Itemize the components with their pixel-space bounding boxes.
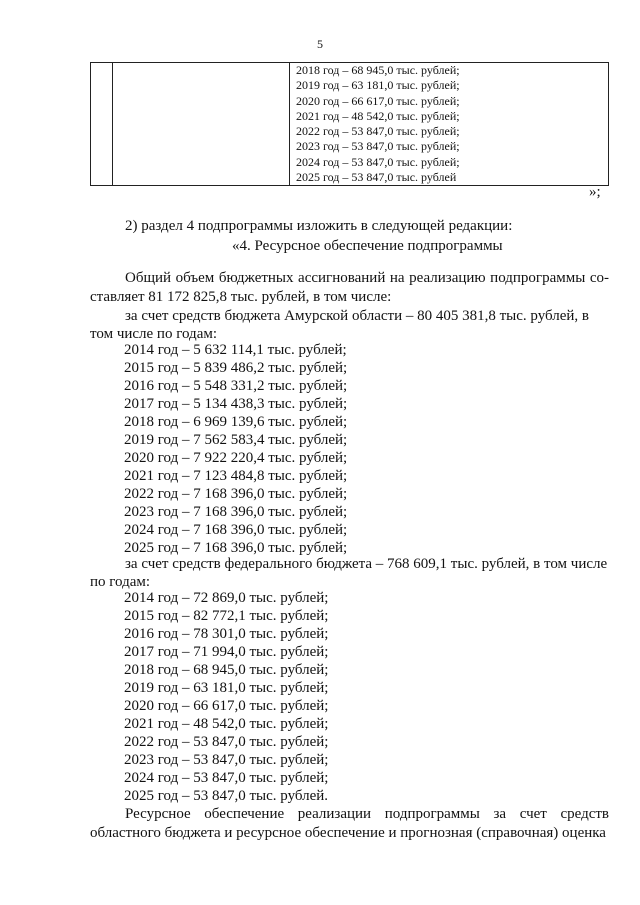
closing-quote: »; <box>589 184 601 200</box>
table-cell-empty-2 <box>113 63 290 186</box>
list-item: 2016 год – 5 548 331,2 тыс. рублей; <box>124 378 348 394</box>
regional-budget-line-2: том числе по годам: <box>90 326 218 342</box>
list-item: 2019 год – 7 562 583,4 тыс. рублей; <box>124 432 348 448</box>
federal-budget-line-1: за счет средств федерального бюджета – 768 609,1 тыс. рублей, в том числе <box>125 556 608 572</box>
federal-budget-line-2: по годам: <box>90 574 151 590</box>
regional-budget-line-1: за счет средств бюджета Амурской области – 80 405 381,8 тыс. рублей, в <box>125 308 590 324</box>
table-line: 2020 год – 66 617,0 тыс. рублей; <box>296 93 460 108</box>
table-line: 2021 год – 48 542,0 тыс. рублей; <box>296 108 460 123</box>
page-number: 5 <box>317 37 323 51</box>
list-item: 2015 год – 5 839 486,2 тыс. рублей; <box>124 360 348 376</box>
table-line: 2025 год – 53 847,0 тыс. рублей <box>296 170 457 185</box>
list-item: 2021 год – 48 542,0 тыс. рублей; <box>124 716 329 732</box>
list-item: 2014 год – 72 869,0 тыс. рублей; <box>124 590 329 606</box>
list-item: 2019 год – 63 181,0 тыс. рублей; <box>124 680 329 696</box>
list-item: 2018 год – 6 969 139,6 тыс. рублей; <box>124 414 348 430</box>
list-item: 2017 год – 71 994,0 тыс. рублей; <box>124 644 329 660</box>
total-paragraph-line-1: Общий объем бюджетных ассигнований на реализацию подпрограммы со- <box>125 270 609 286</box>
list-item: 2022 год – 7 168 396,0 тыс. рублей; <box>124 486 348 502</box>
list-item: 2025 год – 53 847,0 тыс. рублей. <box>124 788 329 804</box>
list-item: 2025 год – 7 168 396,0 тыс. рублей; <box>124 540 348 556</box>
table-line: 2019 год – 63 181,0 тыс. рублей; <box>296 78 460 93</box>
list-item: 2017 год – 5 134 438,3 тыс. рублей; <box>124 396 348 412</box>
final-paragraph-line-2: областного бюджета и ресурсное обеспечение и прогнозная (справочная) оценка <box>90 825 606 841</box>
table-line: 2023 год – 53 847,0 тыс. рублей; <box>296 139 460 154</box>
list-item: 2015 год – 82 772,1 тыс. рублей; <box>124 608 329 624</box>
table-line: 2022 год – 53 847,0 тыс. рублей; <box>296 124 460 139</box>
section-title: «4. Ресурсное обеспечение подпрограммы <box>232 238 503 254</box>
federal-years-list <box>124 589 328 805</box>
table-row <box>91 63 609 186</box>
regional-years-list <box>124 341 347 557</box>
list-item: 2014 год – 5 632 114,1 тыс. рублей; <box>124 342 347 358</box>
total-paragraph-line-2: ставляет 81 172 825,8 тыс. рублей, в том числе: <box>90 289 392 305</box>
list-item: 2020 год – 66 617,0 тыс. рублей; <box>124 698 329 714</box>
list-item: 2024 год – 53 847,0 тыс. рублей; <box>124 770 329 786</box>
list-item: 2021 год – 7 123 484,8 тыс. рублей; <box>124 468 348 484</box>
list-item: 2020 год – 7 922 220,4 тыс. рублей; <box>124 450 348 466</box>
table-cell-empty-1 <box>91 63 113 186</box>
table-line: 2024 год – 53 847,0 тыс. рублей; <box>296 154 460 169</box>
list-item: 2023 год – 7 168 396,0 тыс. рублей; <box>124 504 348 520</box>
list-item: 2022 год – 53 847,0 тыс. рублей; <box>124 734 329 750</box>
item-2-paragraph: 2) раздел 4 подпрограммы изложить в следующей редакции: <box>125 218 513 234</box>
list-item: 2016 год – 78 301,0 тыс. рублей; <box>124 626 329 642</box>
list-item: 2024 год – 7 168 396,0 тыс. рублей; <box>124 522 348 538</box>
continuation-table <box>90 62 609 186</box>
table-line: 2018 год – 68 945,0 тыс. рублей; <box>296 63 460 77</box>
list-item: 2018 год – 68 945,0 тыс. рублей; <box>124 662 329 678</box>
final-paragraph-line-1: Ресурсное обеспечение реализации подпрограммы за счет средств <box>125 806 609 822</box>
table-cell-funding <box>290 63 609 186</box>
list-item: 2023 год – 53 847,0 тыс. рублей; <box>124 752 329 768</box>
